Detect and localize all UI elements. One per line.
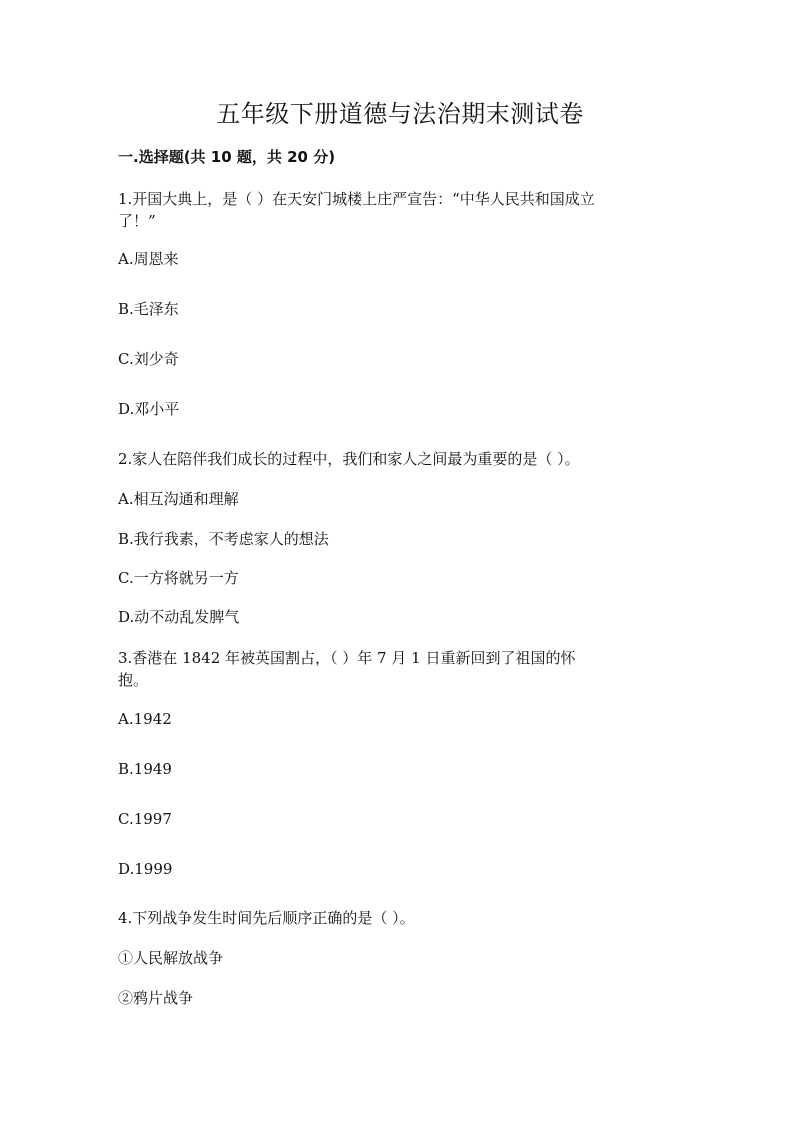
page-title: 五年级下册道德与法治期末测试卷 bbox=[216, 100, 584, 128]
question-4-item-1: ①人民解放战争 bbox=[118, 949, 224, 967]
question-2-option-b: B.我行我素，不考虑家人的想法 bbox=[118, 530, 329, 548]
section-heading: 一.选择题(共 10 题，共 20 分) bbox=[118, 148, 336, 166]
question-2-option-d: D.动不动乱发脾气 bbox=[118, 608, 240, 626]
question-4-stem: 4.下列战争发生时间先后顺序正确的是（ ）。 bbox=[118, 909, 415, 927]
question-1-stem-line-2: 了！” bbox=[118, 212, 156, 230]
question-3-stem-line-1: 3.香港在 1842 年被英国割占，（ ）年 7 月 1 日重新回到了祖国的怀 bbox=[118, 649, 576, 667]
question-3-option-b: B.1949 bbox=[118, 760, 172, 778]
question-1-option-d: D.邓小平 bbox=[118, 400, 180, 418]
question-4-item-2: ②鸦片战争 bbox=[118, 989, 194, 1007]
question-2-option-c: C.一方将就另一方 bbox=[118, 569, 239, 587]
question-1-stem-line-1: 1.开国大典上，是（ ）在天安门城楼上庄严宣告：“中华人民共和国成立 bbox=[118, 190, 595, 208]
question-1-option-c: C.刘少奇 bbox=[118, 350, 179, 368]
question-3-option-a: A.1942 bbox=[118, 710, 172, 728]
question-3-option-c: C.1997 bbox=[118, 810, 172, 828]
question-2-option-a: A.相互沟通和理解 bbox=[118, 490, 239, 508]
question-3-option-d: D.1999 bbox=[118, 860, 173, 878]
question-1-option-a: A.周恩来 bbox=[118, 250, 179, 268]
question-1-option-b: B.毛泽东 bbox=[118, 300, 179, 318]
question-2-stem: 2.家人在陪伴我们成长的过程中，我们和家人之间最为重要的是（ ）。 bbox=[118, 450, 580, 468]
question-3-stem-line-2: 抱。 bbox=[118, 671, 149, 689]
